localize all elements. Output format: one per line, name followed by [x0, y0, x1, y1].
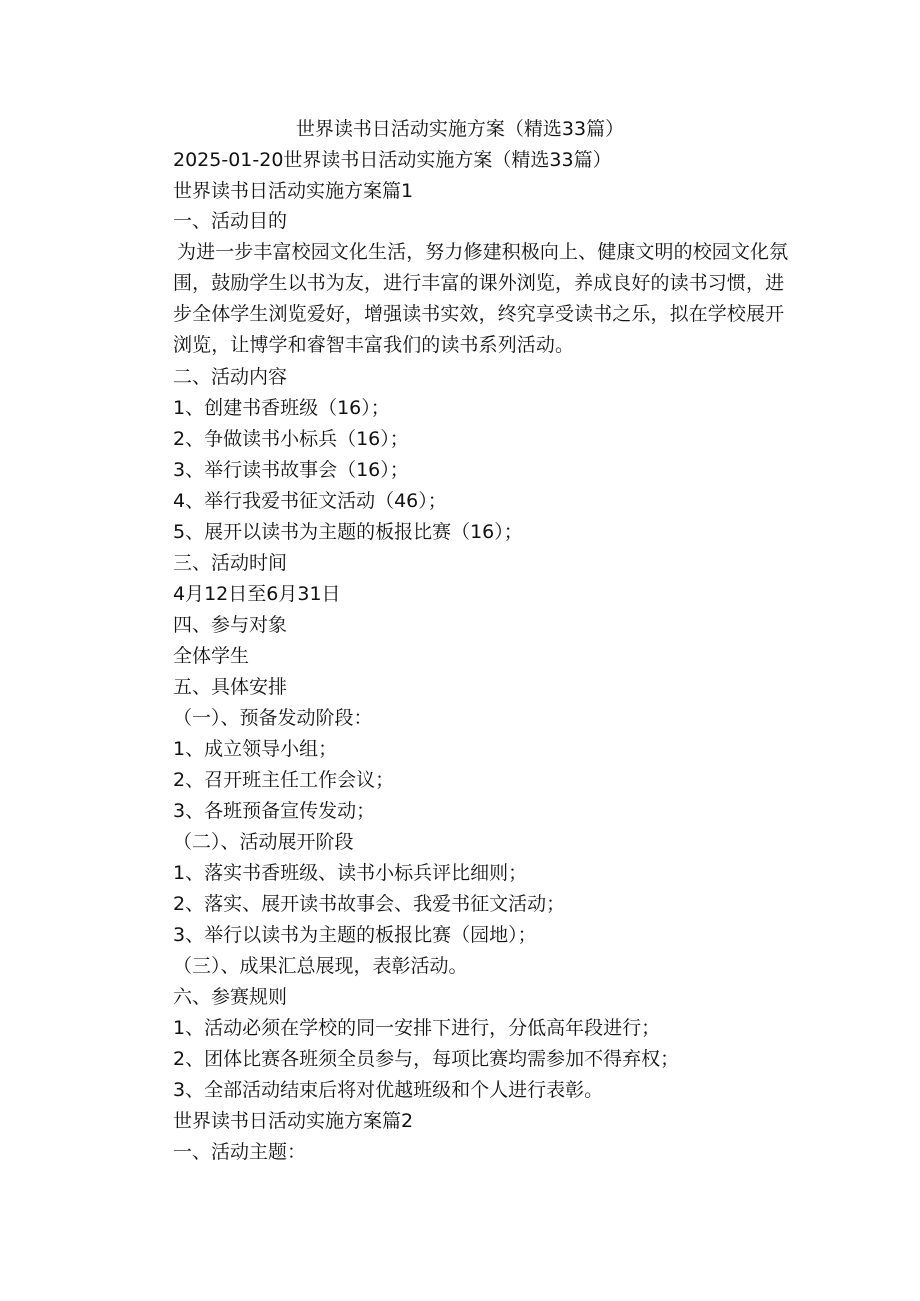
rules-item: 1、活动必须在学校的同一安排下进行，分低高年段进行； [173, 1017, 661, 1039]
document-subtitle: 2025-01-20世界读书日活动实施方案（精选33篇） [173, 149, 612, 171]
stage3-heading: （三）、成果汇总展现，表彰活动。 [173, 955, 468, 977]
stage2-item: 2、落实、展开读书故事会、我爱书征文活动； [173, 893, 566, 915]
stage1-heading: （一）、预备发动阶段： [173, 707, 373, 729]
time-heading: 三、活动时间 [173, 552, 288, 574]
stage1-item: 1、成立领导小组； [173, 738, 338, 760]
document-title: 世界读书日活动实施方案（精选33篇） [295, 118, 625, 140]
purpose-paragraph: 为进一步丰富校园文化生活，努力修建积极向上、健康文明的校园文化氛围，鼓励学生以书为友，进行丰富的课外浏览，养成良好的读书习惯，进步全体学生浏览爱好，增强读书实效，终究享受读书之乐，拟在学校展开浏览，让博学和睿智丰富我们的读书系列活动。 [173, 241, 789, 356]
stage1-item: 3、各班预备宣传发动； [173, 800, 376, 822]
content-item: 3、举行读书故事会（16）； [173, 459, 409, 481]
stage2-item: 3、举行以读书为主题的板报比赛（园地）； [173, 924, 537, 946]
arrangement-heading: 五、具体安排 [173, 676, 288, 698]
rules-heading: 六、参赛规则 [173, 986, 288, 1008]
content-item: 4、举行我爱书征文活动（46）； [173, 490, 447, 512]
theme-heading: 一、活动主题： [173, 1141, 307, 1163]
rules-item: 3、全部活动结束后将对优越班级和个人进行表彰。 [173, 1079, 604, 1101]
content-heading: 二、活动内容 [173, 366, 288, 388]
rules-item: 2、团体比赛各班须全员参与，每项比赛均需参加不得弃权； [173, 1048, 680, 1070]
stage2-heading: （二）、活动展开阶段 [173, 831, 354, 853]
stage1-item: 2、召开班主任工作会议； [173, 769, 395, 791]
time-text: 4月12日至6月31日 [173, 583, 341, 605]
content-item: 1、创建书香班级（16）； [173, 397, 390, 419]
participants-heading: 四、参与对象 [173, 614, 288, 636]
purpose-heading: 一、活动目的 [173, 210, 288, 232]
content-item: 2、争做读书小标兵（16）； [173, 428, 409, 450]
participants-text: 全体学生 [173, 645, 250, 667]
section-heading-1: 世界读书日活动实施方案篇1 [173, 180, 414, 202]
content-item: 5、展开以读书为主题的板报比赛（16）； [173, 521, 523, 543]
stage2-item: 1、落实书香班级、读书小标兵评比细则； [173, 862, 528, 884]
section-heading-2: 世界读书日活动实施方案篇2 [173, 1110, 414, 1132]
